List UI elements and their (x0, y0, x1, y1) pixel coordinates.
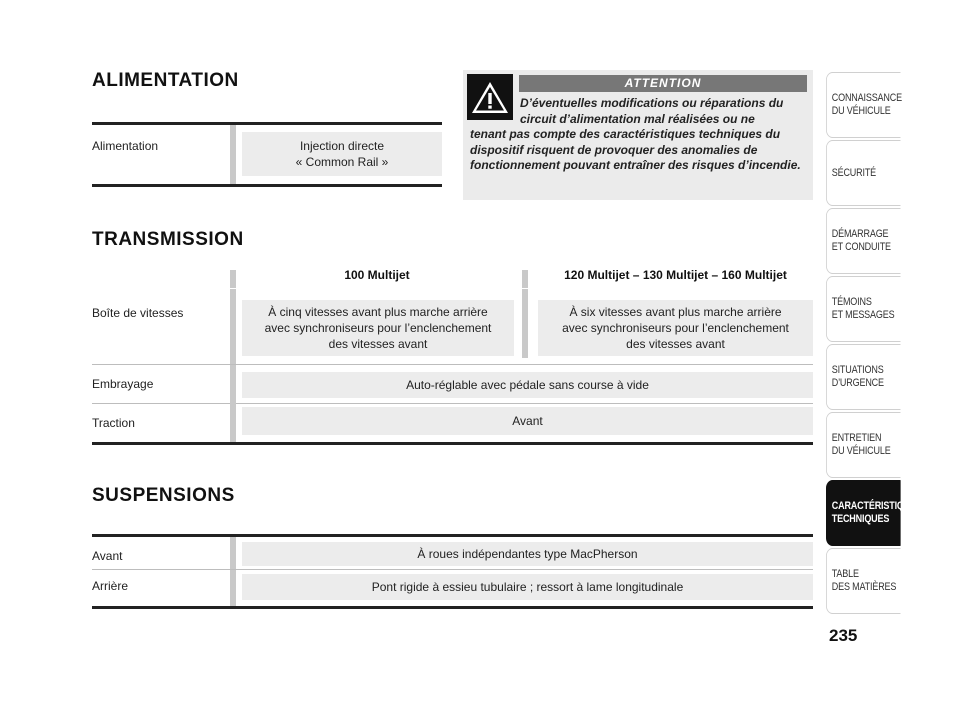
row-divider (92, 569, 813, 570)
attention-text (470, 96, 808, 174)
row-label-boite-de-vitesses: Boîte de vitesses (92, 306, 184, 320)
table-top-rule (92, 534, 813, 537)
page-number: 235 (829, 626, 858, 645)
tab-securite[interactable] (826, 140, 901, 206)
section-title-transmission: TRANSMISSION (92, 229, 244, 250)
attention-text-indented: D’éventuelles modifications ou réparations du circuit d’alimentation mal réalisées ou ne (520, 96, 784, 126)
tab-caracteristiques-techniques[interactable] (826, 480, 922, 546)
column-header-100-multijet: 100 Multijet (344, 268, 410, 282)
value-line: des vitesses avant (328, 337, 428, 351)
value-cell-arriere (242, 574, 813, 600)
value-text: Pont rigide à essieu tubulaire ; ressort à lame longitudinale (371, 580, 684, 594)
table-bottom-rule (92, 606, 813, 609)
row-label-arriere: Arrière (92, 579, 129, 593)
spacer (92, 288, 813, 289)
value-cell-boite-120-160 (538, 300, 813, 356)
value-line: « Common Rail » (295, 155, 389, 169)
row-label-alimentation: Alimentation (92, 139, 159, 153)
tab-temoins-et-messages[interactable] (826, 276, 901, 342)
tab-label: CONNAISSANCE DU VÉHICULE (831, 92, 902, 117)
table-bottom-rule (92, 442, 813, 445)
tab-entretien-du-vehicule[interactable] (826, 412, 901, 478)
column-header-120-130-160-multijet: 120 Multijet – 130 Multijet – 160 Multijet (564, 268, 787, 282)
row-divider (92, 403, 813, 404)
tab-table-des-matieres[interactable] (826, 548, 901, 614)
tab-label: CARACTÉRISTIQUES TECHNIQUES (831, 500, 922, 525)
tab-label: SITUATIONS D’URGENCE (831, 364, 884, 389)
attention-text-rest: tenant pas compte des caractéristiques techniques du dispositif risquent de provoquer des anomalies de fonctionnement pouvant entraîner des risques d’incendie. (470, 127, 801, 172)
value-line: À cinq vitesses avant plus marche arrière (268, 305, 488, 319)
row-label-traction: Traction (92, 416, 135, 430)
value-cell-avant (242, 542, 813, 566)
value-cell-embrayage (242, 372, 813, 398)
tab-label: DÉMARRAGE ET CONDUITE (831, 228, 891, 253)
table-top-rule (92, 122, 442, 125)
table-column-divider (230, 125, 236, 185)
value-line: avec synchroniseurs pour l’enclenchement (562, 321, 789, 335)
value-cell-alimentation (242, 132, 442, 176)
table-column-divider (522, 270, 528, 358)
section-title-alimentation: ALIMENTATION (92, 70, 239, 91)
tab-label: ENTRETIEN DU VÉHICULE (831, 432, 891, 457)
section-title-suspensions: SUSPENSIONS (92, 485, 235, 506)
attention-header: ATTENTION (519, 75, 807, 92)
row-divider (92, 364, 813, 365)
tab-situations-d-urgence[interactable] (826, 344, 901, 410)
value-line: des vitesses avant (626, 337, 725, 351)
table-bottom-rule (92, 184, 442, 187)
table-column-divider (230, 537, 236, 606)
table-column-divider (230, 365, 236, 442)
tab-connaissance-du-vehicule[interactable] (826, 72, 901, 138)
value-cell-traction (242, 407, 813, 435)
value-line: À six vitesses avant plus marche arrière (569, 305, 782, 319)
value-line: avec synchroniseurs pour l’enclenchement (264, 321, 492, 335)
tab-label: TABLE DES MATIÈRES (831, 568, 897, 593)
tab-demarrage-et-conduite[interactable] (826, 208, 901, 274)
value-text: Avant (512, 414, 543, 428)
value-text: À roues indépendantes type MacPherson (417, 547, 638, 561)
tab-label: SÉCURITÉ (831, 166, 877, 179)
row-label-embrayage: Embrayage (92, 377, 154, 391)
value-line: Injection directe (299, 139, 385, 153)
value-cell-boite-100 (242, 300, 514, 356)
tab-label: TÉMOINS ET MESSAGES (831, 296, 895, 321)
value-text: Auto-réglable avec pédale sans course à vide (406, 378, 649, 392)
row-label-avant: Avant (92, 549, 123, 563)
